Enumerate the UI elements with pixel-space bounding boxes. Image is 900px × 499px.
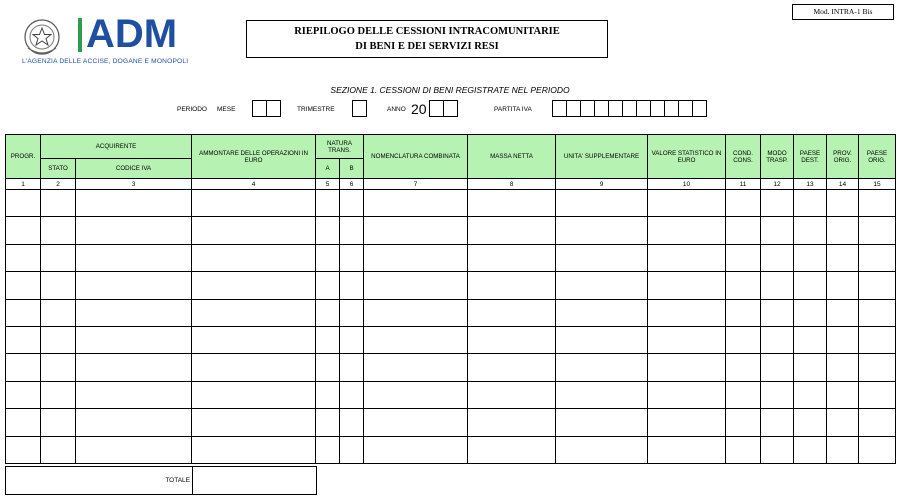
entry-cell[interactable] <box>761 272 794 299</box>
entry-cell[interactable] <box>468 381 556 408</box>
entry-cell[interactable] <box>316 299 340 326</box>
logo-green-bar <box>78 18 82 52</box>
trimestre-input[interactable] <box>352 100 366 117</box>
column-numbers-row <box>6 179 896 190</box>
entry-cell[interactable] <box>648 381 726 408</box>
entry-cell[interactable] <box>316 354 340 381</box>
data-rows <box>6 190 896 464</box>
entry-cell[interactable] <box>468 244 556 271</box>
col-unita: UNITA' SUPPLEMENTARE <box>556 135 648 179</box>
entry-cell[interactable] <box>726 217 761 244</box>
entry-cell[interactable] <box>648 190 726 217</box>
entry-cell[interactable] <box>556 272 648 299</box>
entry-cell[interactable] <box>859 326 896 353</box>
entry-cell[interactable] <box>76 409 192 436</box>
col-paese-orig: PAESE ORIG. <box>859 135 896 179</box>
entry-cell[interactable] <box>827 299 859 326</box>
table-row <box>6 299 896 326</box>
entry-cell[interactable] <box>192 381 316 408</box>
col-valore: VALORE STATISTICO IN EURO <box>648 135 726 179</box>
entry-cell[interactable] <box>41 217 76 244</box>
entry-cell[interactable] <box>364 244 468 271</box>
entry-cell[interactable] <box>192 190 316 217</box>
entry-cell[interactable] <box>316 190 340 217</box>
table-row <box>6 244 896 271</box>
adm-logo <box>20 12 210 68</box>
table-row <box>6 436 896 463</box>
entry-cell[interactable] <box>859 190 896 217</box>
mese-label: MESE <box>217 106 236 113</box>
entry-cell[interactable] <box>468 190 556 217</box>
col-number: 11 <box>726 179 761 190</box>
entry-cell[interactable] <box>41 436 76 463</box>
entry-cell[interactable] <box>726 381 761 408</box>
entry-cell[interactable] <box>556 299 648 326</box>
entry-cell[interactable] <box>468 299 556 326</box>
entry-cell[interactable] <box>794 190 827 217</box>
col-acquirente: ACQUIRENTE <box>41 135 192 159</box>
entry-cell[interactable] <box>761 326 794 353</box>
entry-cell[interactable] <box>6 409 41 436</box>
entry-cell[interactable] <box>316 326 340 353</box>
entry-cell[interactable] <box>76 190 192 217</box>
entry-cell[interactable] <box>41 190 76 217</box>
entry-cell[interactable] <box>340 436 364 463</box>
col-ammontare: AMMONTARE DELLE OPERAZIONI IN EURO <box>192 135 316 179</box>
col-massa: MASSA NETTA <box>468 135 556 179</box>
col-number: 7 <box>364 179 468 190</box>
logo-brand-text: ADM <box>86 12 178 56</box>
col-codice-iva: CODICE IVA <box>76 159 192 179</box>
entry-cell[interactable] <box>364 299 468 326</box>
entry-cell[interactable] <box>41 409 76 436</box>
table-row <box>6 190 896 217</box>
entry-cell[interactable] <box>364 354 468 381</box>
entry-cell[interactable] <box>192 272 316 299</box>
entry-cell[interactable] <box>859 409 896 436</box>
form-title-line1: RIEPILOGO DELLE CESSIONI INTRACOMUNITARIE <box>294 26 560 37</box>
col-nomenclatura: NOMENCLATURA COMBINATA <box>364 135 468 179</box>
col-natura: NATURA TRANS. <box>316 135 364 159</box>
col-number: 2 <box>41 179 76 190</box>
col-number: 12 <box>761 179 794 190</box>
col-number: 1 <box>6 179 41 190</box>
entry-cell[interactable] <box>468 436 556 463</box>
anno-prefix: 20 <box>411 101 427 117</box>
entry-cell[interactable] <box>41 244 76 271</box>
entry-cell[interactable] <box>648 217 726 244</box>
entry-cell[interactable] <box>41 354 76 381</box>
entry-cell[interactable] <box>6 272 41 299</box>
col-stato: STATO <box>41 159 76 179</box>
entry-cell[interactable] <box>364 436 468 463</box>
entry-cell[interactable] <box>468 217 556 244</box>
entry-cell[interactable] <box>468 409 556 436</box>
entry-cell[interactable] <box>76 244 192 271</box>
table-row <box>6 272 896 299</box>
table-row <box>6 354 896 381</box>
logo-subtitle: L'AGENZIA DELLE ACCISE, DOGANE E MONOPOLI <box>22 58 189 65</box>
entry-cell[interactable] <box>556 409 648 436</box>
entry-cell[interactable] <box>6 354 41 381</box>
entry-cell[interactable] <box>761 299 794 326</box>
entry-cell[interactable] <box>761 381 794 408</box>
entry-cell[interactable] <box>648 354 726 381</box>
trimestre-label: TRIMESTRE <box>297 106 335 113</box>
col-number: 3 <box>76 179 192 190</box>
col-number: 10 <box>648 179 726 190</box>
col-number: 5 <box>316 179 340 190</box>
col-number: 4 <box>192 179 316 190</box>
entry-cell[interactable] <box>316 244 340 271</box>
col-number: 14 <box>827 179 859 190</box>
entry-cell[interactable] <box>827 190 859 217</box>
entry-cell[interactable] <box>761 217 794 244</box>
entry-cell[interactable] <box>76 272 192 299</box>
entry-cell[interactable] <box>192 244 316 271</box>
entry-cell[interactable] <box>340 354 364 381</box>
entry-cell[interactable] <box>556 381 648 408</box>
entry-cell[interactable] <box>648 409 726 436</box>
entry-cell[interactable] <box>76 326 192 353</box>
entry-cell[interactable] <box>41 299 76 326</box>
entry-cell[interactable] <box>192 409 316 436</box>
col-modo: MODO TRASP. <box>761 135 794 179</box>
periodo-label: PERIODO <box>177 106 207 113</box>
entry-cell[interactable] <box>761 244 794 271</box>
col-number: 13 <box>794 179 827 190</box>
entry-cell[interactable] <box>556 244 648 271</box>
entry-cell[interactable] <box>556 326 648 353</box>
entry-cell[interactable] <box>726 190 761 217</box>
entry-cell[interactable] <box>761 354 794 381</box>
entry-cell[interactable] <box>41 326 76 353</box>
entry-cell[interactable] <box>556 354 648 381</box>
entry-cell[interactable] <box>556 217 648 244</box>
entry-cell[interactable] <box>6 217 41 244</box>
entry-cell[interactable] <box>827 381 859 408</box>
entry-cell[interactable] <box>6 436 41 463</box>
col-number: 8 <box>468 179 556 190</box>
entry-cell[interactable] <box>340 409 364 436</box>
model-code: Mod. INTRA-1 Bis <box>792 4 894 20</box>
entry-cell[interactable] <box>761 436 794 463</box>
entry-cell[interactable] <box>468 354 556 381</box>
entry-cell[interactable] <box>340 326 364 353</box>
entry-cell[interactable] <box>316 409 340 436</box>
entry-cell[interactable] <box>364 272 468 299</box>
entry-cell[interactable] <box>468 272 556 299</box>
entry-cell[interactable] <box>794 354 827 381</box>
entry-cell[interactable] <box>859 299 896 326</box>
entry-cell[interactable] <box>316 436 340 463</box>
entry-cell[interactable] <box>76 381 192 408</box>
partita-iva-label: PARTITA IVA <box>494 106 532 113</box>
cessioni-table <box>5 134 896 464</box>
entry-cell[interactable] <box>726 272 761 299</box>
col-cond: COND. CONS. <box>726 135 761 179</box>
col-paese-dest: PAESE DEST. <box>794 135 827 179</box>
entry-cell[interactable] <box>340 299 364 326</box>
entry-cell[interactable] <box>827 272 859 299</box>
mese-input[interactable] <box>252 100 280 117</box>
entry-cell[interactable] <box>6 190 41 217</box>
entry-cell[interactable] <box>468 326 556 353</box>
entry-cell[interactable] <box>76 436 192 463</box>
entry-cell[interactable] <box>827 436 859 463</box>
table-row <box>6 326 896 353</box>
totale-table <box>5 466 317 495</box>
entry-cell[interactable] <box>794 381 827 408</box>
anno-input[interactable] <box>429 100 457 117</box>
entry-cell[interactable] <box>794 244 827 271</box>
entry-cell[interactable] <box>364 409 468 436</box>
form-title <box>246 20 608 58</box>
partita-iva-input[interactable] <box>552 100 706 117</box>
entry-cell[interactable] <box>340 272 364 299</box>
entry-cell[interactable] <box>6 299 41 326</box>
entry-cell[interactable] <box>726 436 761 463</box>
entry-cell[interactable] <box>827 244 859 271</box>
entry-cell[interactable] <box>726 299 761 326</box>
col-prov: PROV. ORIG. <box>827 135 859 179</box>
entry-cell[interactable] <box>316 272 340 299</box>
entry-cell[interactable] <box>192 436 316 463</box>
entry-cell[interactable] <box>76 354 192 381</box>
entry-cell[interactable] <box>794 217 827 244</box>
entry-cell[interactable] <box>794 326 827 353</box>
entry-cell[interactable] <box>726 326 761 353</box>
entry-cell[interactable] <box>794 409 827 436</box>
form-title-line2: DI BENI E DEI SERVIZI RESI <box>355 41 499 52</box>
entry-cell[interactable] <box>340 217 364 244</box>
entry-cell[interactable] <box>648 326 726 353</box>
entry-cell[interactable] <box>859 381 896 408</box>
entry-cell[interactable] <box>726 244 761 271</box>
entry-cell[interactable] <box>364 190 468 217</box>
entry-cell[interactable] <box>794 299 827 326</box>
col-natura-a: A <box>316 159 340 179</box>
totale-value-cell[interactable] <box>193 467 317 495</box>
col-number: 9 <box>556 179 648 190</box>
totale-label: TOTALE <box>6 467 193 495</box>
entry-cell[interactable] <box>192 354 316 381</box>
table-row <box>6 409 896 436</box>
entry-cell[interactable] <box>761 190 794 217</box>
entry-cell[interactable] <box>340 381 364 408</box>
entry-cell[interactable] <box>76 217 192 244</box>
entry-cell[interactable] <box>827 326 859 353</box>
entry-cell[interactable] <box>364 217 468 244</box>
entry-cell[interactable] <box>76 299 192 326</box>
col-number: 6 <box>340 179 364 190</box>
entry-cell[interactable] <box>648 272 726 299</box>
entry-cell[interactable] <box>340 244 364 271</box>
table-row <box>6 217 896 244</box>
entry-cell[interactable] <box>192 299 316 326</box>
anno-label: ANNO <box>387 106 406 113</box>
entry-cell[interactable] <box>859 354 896 381</box>
table-row <box>6 381 896 408</box>
entry-cell[interactable] <box>859 436 896 463</box>
period-row <box>0 100 900 118</box>
entry-cell[interactable] <box>41 272 76 299</box>
entry-cell[interactable] <box>6 326 41 353</box>
entry-cell[interactable] <box>827 354 859 381</box>
entry-cell[interactable] <box>794 272 827 299</box>
section-title: SEZIONE 1. CESSIONI DI BENI REGISTRATE NEL PERIODO <box>330 85 570 95</box>
italian-emblem-icon <box>22 18 62 56</box>
entry-cell[interactable] <box>316 217 340 244</box>
entry-cell[interactable] <box>192 326 316 353</box>
entry-cell[interactable] <box>726 409 761 436</box>
entry-cell[interactable] <box>41 381 76 408</box>
entry-cell[interactable] <box>859 244 896 271</box>
entry-cell[interactable] <box>648 436 726 463</box>
entry-cell[interactable] <box>859 272 896 299</box>
col-progr: PROGR. <box>6 135 41 179</box>
entry-cell[interactable] <box>6 244 41 271</box>
entry-cell[interactable] <box>827 217 859 244</box>
entry-cell[interactable] <box>556 436 648 463</box>
entry-cell[interactable] <box>648 299 726 326</box>
entry-cell[interactable] <box>761 409 794 436</box>
entry-cell[interactable] <box>340 190 364 217</box>
entry-cell[interactable] <box>726 354 761 381</box>
entry-cell[interactable] <box>827 409 859 436</box>
entry-cell[interactable] <box>6 381 41 408</box>
entry-cell[interactable] <box>859 217 896 244</box>
col-number: 15 <box>859 179 896 190</box>
entry-cell[interactable] <box>192 217 316 244</box>
col-natura-b: B <box>340 159 364 179</box>
entry-cell[interactable] <box>364 381 468 408</box>
entry-cell[interactable] <box>794 436 827 463</box>
entry-cell[interactable] <box>316 381 340 408</box>
entry-cell[interactable] <box>648 244 726 271</box>
entry-cell[interactable] <box>556 190 648 217</box>
entry-cell[interactable] <box>364 326 468 353</box>
